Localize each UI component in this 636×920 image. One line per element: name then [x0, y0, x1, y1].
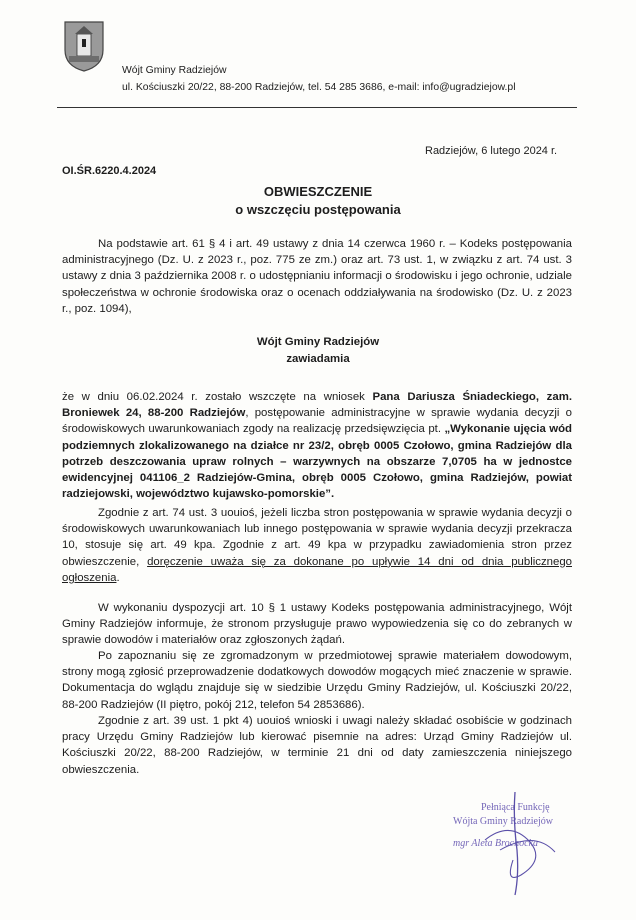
notice-issuer: Wójt Gminy Radziejów — [256, 336, 380, 348]
reference-number: OI.ŚR.6220.4.2024 — [62, 165, 157, 177]
rights-paragraph: W wykonaniu dyspozycji art. 10 § 1 ustawy Kodeks postępowania administracyjnego, Wójt Gminy Radziejów informuje, że stronom przysługuje prawo wypowiedzenia się co do zebranych w sprawie dowodów i materiałów oraz zgłoszonych żądań. — [62, 602, 572, 647]
delivery-paragraph: Zgodnie z art. 74 ust. 3 uouioś, jeżeli liczba stron postępowania w sprawie wydania decyzji o środowiskowych uwarunkowaniach lub innego postępowania w sprawie wydania decyzji przekracza 10, stosuje się art. 49 kpa. Zgodnie z art. 49 kpa w przypadku zawiadomienia stron przez obwieszczenie, doręczenie uważa się za dokonane po upływie 14 dni od dnia publicznego ogłoszenia. — [62, 507, 572, 584]
delivery-deadline: doręczenie uważa się za dokonane po upływie 14 dni od dnia publicznego ogłoszenia — [62, 555, 572, 584]
office-address: ul. Kościuszki 20/22, 88-200 Radziejów, tel. 54 285 3686, e-mail: info@ugradziejow.pl — [122, 82, 516, 93]
office-name: Wójt Gminy Radziejów — [122, 65, 227, 76]
header-divider — [57, 107, 577, 108]
legal-basis-paragraph: Na podstawie art. 61 § 4 i art. 49 ustawy z dnia 14 czerwca 1960 r. – Kodeks postępowania administracyjnego (Dz. U. z 2023 r., poz. 775 ze zm.) oraz art. 73 ust. 1, w związku z art. 74 ust. 3 ustawy z dnia 3 października 2008 r. o udostępnianiu informacji o środowisku i jego ochronie, udziale społeczeństwa w ochronie środowiska oraz o ocenach oddziaływania na środowisko (Dz. U. z 2023 r., poz. 1094), — [62, 238, 572, 315]
place-date: Radziejów, 6 lutego 2024 r. — [425, 145, 558, 157]
applicant-name: Pana Dariusza Śniadeckiego, zam. Broniewek 24, 88-200 Radziejów — [62, 391, 572, 420]
handwritten-signature-icon — [455, 780, 585, 900]
document-title: OBWIESZCZENIE — [263, 184, 373, 199]
project-title: „Wykonanie ujęcia wód podziemnych zlokalizowanego na działce nr 23/2, obręb 0005 Czołowo, gmina Radziejów dla potrzeb deszczowania upraw rolnych – warzywnych na obszarze 7,0705 ha w jednostce ewidencyjnej 041106_2 Radziejów-Gmina, obręb 0005 Czołowo, gmina Radziejów, powiat radziejowski, województwo kujawsko-pomorskie”. — [62, 423, 573, 501]
initiation-paragraph: że w dniu 06.02.2024 r. zostało wszczęte na wniosek Pana Dariusza Śniadeckiego, zam. Broniewek 24, 88-200 Radziejów, postępowanie administracyjne w sprawie wydania decyzji o środowiskowych uwarunkowaniach zgody na realizację przedsięwzięcia pt. „Wykonanie ujęcia wód podziemnych zlokalizowanego na działce nr 23/2, obręb 0005 Czołowo, gmina Radziejów dla potrzeb deszczowania upraw rolnych – warzywnych na obszarze 7,0705 ha w jednostce ewidencyjnej 041106_2 Radziejów-Gmina, obręb 0005 Czołowo, gmina Radziejów, powiat radziejowski, województwo kujawsko-pomorskie”. — [62, 391, 573, 501]
evidence-paragraph: Po zapoznaniu się ze zgromadzonym w przedmiotowej sprawie materiałem dowodowym, strony mogą zgłosić przeprowadzenie dodatkowych dowodów mogących mieć znaczenie w sprawie. Dokumentacja do wglądu znajduje się w siedzibie Urzędu Gminy Radziejów, ul. Kościuszki 20/22, 88-200 Radziejów (II piętro, pokój 212, telefon 54 2853686). — [62, 650, 572, 711]
coat-of-arms-icon — [63, 20, 105, 72]
notice-verb: zawiadamia — [286, 353, 350, 365]
stamp-line-3: mgr Aleta Brochocka — [453, 838, 538, 849]
stamp-line-1: Pełniąca Funkcję — [481, 802, 550, 813]
signature-stamp — [455, 800, 585, 910]
document-subtitle: o wszczęciu postępowania — [235, 202, 401, 217]
comments-paragraph: Zgodnie z art. 39 ust. 1 pkt 4) uouioś wnioski i uwagi należy składać osobiście w godzinach pracy Urzędu Gminy Radziejów lub kierować pisemnie na adres: Urząd Gminy Radziejów ul. Kościuszki 20/22, 88-200 Radziejów, w terminie 21 dni od daty zamieszczenia niniejszego obwieszczenia. — [62, 715, 572, 776]
stamp-line-2: Wójta Gminy Radziejów — [453, 816, 553, 827]
